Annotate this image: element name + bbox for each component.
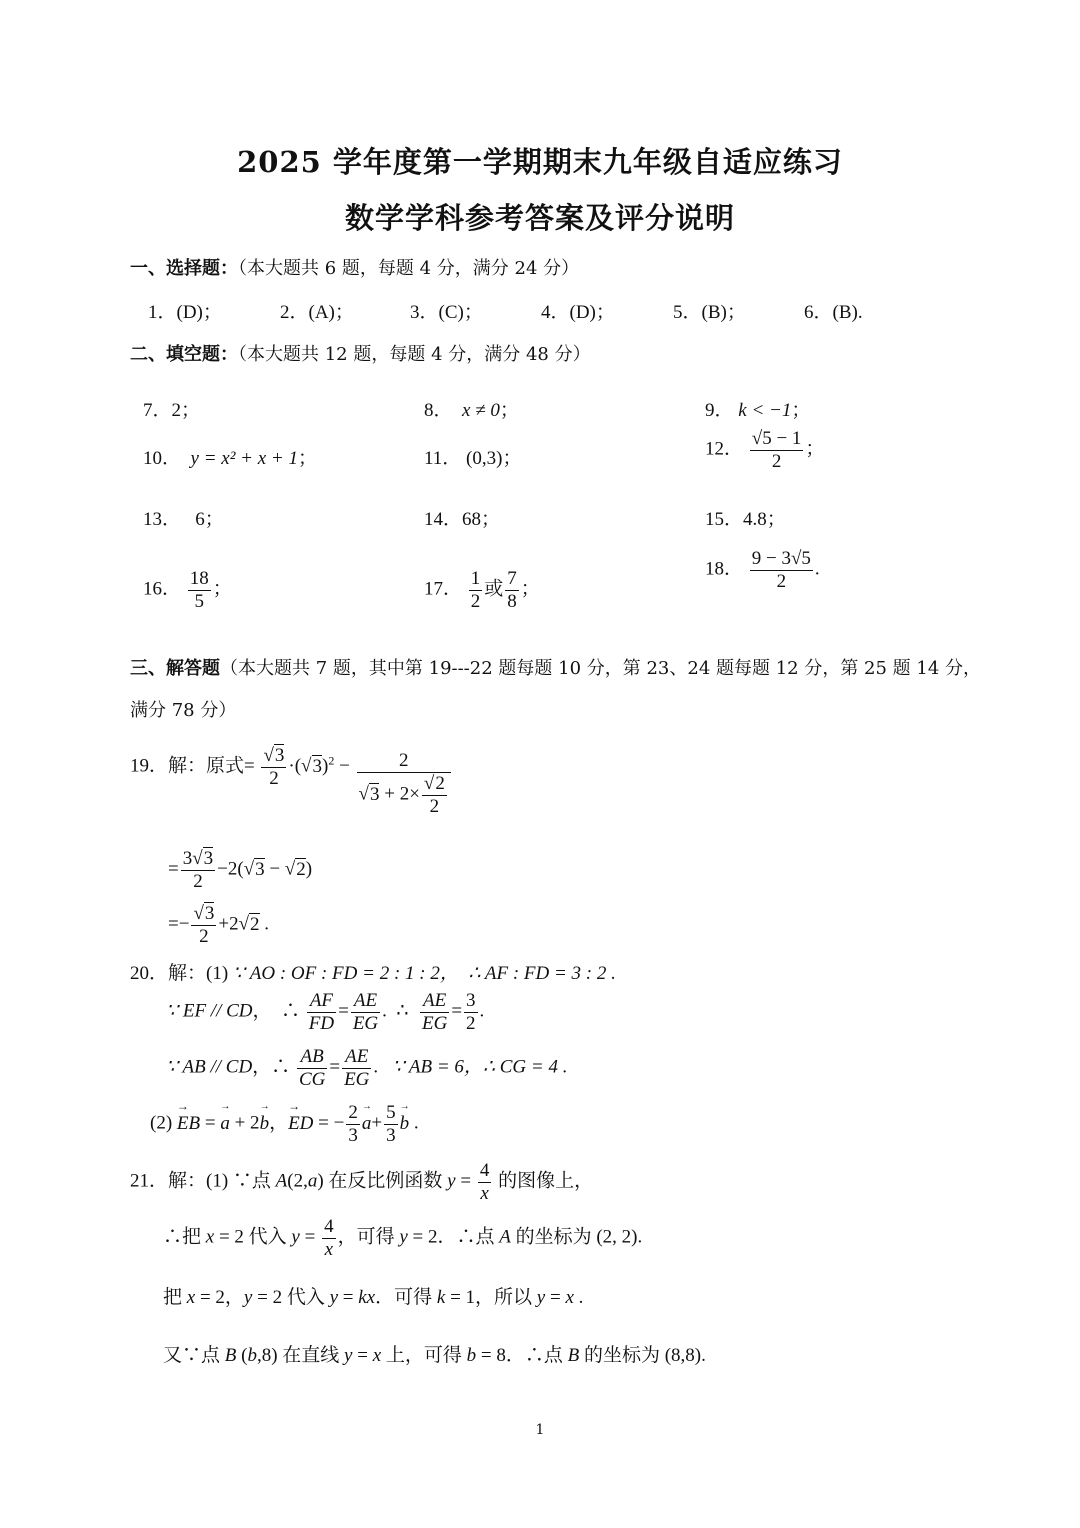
- section2-heading: [130, 340, 591, 366]
- choice-answer-3: 3．(C)；: [410, 302, 483, 323]
- section3-heading: [130, 654, 981, 680]
- q21-line1: 21．解：(1) ∵点 A(2,a) 在反比例函数 y = $\frac{4}{x}$ 的图像上，: [130, 1160, 594, 1204]
- fill-answer-12: 12． $\frac{√5 - 1}{2}$ ；: [705, 428, 825, 472]
- q20-line3: ∵ AB // CD，∴ $\frac{AB}{CG}$ = $\frac{AE}{EG}$ . ∵ AB = 6，∴ CG = 4 .: [166, 1046, 568, 1090]
- fill-answer-18: 18． $\frac{9 - 3√5}{2}$ .: [705, 548, 820, 592]
- q21-line3: 把 x = 2，y = 2 代入 y = kx．可得 k = 1，所以 y = x .: [163, 1287, 584, 1308]
- choice-answer-6: 6．(B).: [804, 302, 863, 323]
- section3-title: 三、解答题: [130, 658, 220, 679]
- section2-note: （本大题共 12 题，每题 4 分，满分 48 分）: [238, 344, 591, 365]
- q19-label: 19．解：原式=: [130, 755, 255, 777]
- section3-note2: 满分 78 分）: [130, 700, 237, 721]
- q20-line2: ∵ EF // CD， ∴ $\frac{AF}{FD}$ = $\frac{AE}{EG}$ . ∴ $\frac{AE}{EG}$ = $\frac{3}{2}$ .: [166, 990, 485, 1034]
- fill-answer-10: 10． y = x² + x + 1；: [143, 448, 317, 469]
- fill-answer-8: 8． x ≠ 0；: [424, 400, 519, 421]
- fill-answer-15: 15．4.8；: [705, 509, 786, 530]
- q21-line2: ∴把 x = 2 代入 y = $\frac{4}{x}$ ，可得 y = 2．∴点 A 的坐标为 (2, 2).: [163, 1216, 643, 1260]
- fill-answer-17: 17． $\frac{1}{2}$ 或 $\frac{7}{8}$ ；: [424, 568, 540, 612]
- section3-note: （本大题共 7 题，其中第 19---22 题每题 10 分，第 23、24 题每题 12 分，第 25 题 14 分，: [220, 658, 982, 679]
- choice-answer-2: 2．(A)；: [280, 302, 354, 323]
- fill-answer-16: 16． $\frac{18}{5}$ ；: [143, 568, 232, 612]
- q19-line2: = $\frac{3√3}{2}$ −2(√3 − √2): [168, 848, 313, 892]
- q19-line3: =− $\frac{√3}{2}$ +2√2 .: [168, 903, 270, 947]
- section2-title: 二、填空题：: [130, 344, 238, 365]
- q21-line4: 又∵点 B (b,8) 在直线 y = x 上，可得 b = 8．∴点 B 的坐标为 (8,8).: [163, 1345, 706, 1366]
- q20-line1: 20．解：(1) ∵ AO : OF : FD = 2 : 1 : 2， ∴ AF : FD = 3 : 2 .: [130, 963, 616, 984]
- q19-line1: 19．解：原式= $\frac{√3}{2}$ $\cdot(√3)^2$ − 2 √3 + 2× $\frac{√2}{2}$: [130, 745, 453, 818]
- section1-note: （本大题共 6 题，每题 4 分，满分 24 分）: [238, 258, 580, 279]
- fill-answer-9: 9． k < −1；: [705, 400, 811, 421]
- choice-answer-5: 5．(B)；: [673, 302, 746, 323]
- page-number: 1: [535, 1422, 545, 1438]
- choice-answer-4: 4．(D)；: [541, 302, 615, 323]
- fill-answer-11: 11． (0,3)；: [424, 448, 522, 469]
- section1-heading: [130, 254, 579, 280]
- page-title: 2025 学年度第一学期期末九年级自适应练习: [237, 145, 843, 179]
- page-subtitle: 数学学科参考答案及评分说明: [344, 201, 735, 235]
- fill-answer-14: 14．68；: [424, 509, 501, 530]
- section1-title: 一、选择题：: [130, 258, 238, 279]
- q20-line4: (2) → EB = → a + 2→ b，→ ED = − $\frac{2}{3}$ → a+ $\frac{5}{3}$ → b .: [150, 1102, 419, 1147]
- choice-answer-1: 1．(D)；: [148, 302, 222, 323]
- fill-answer-7: 7．2；: [143, 400, 201, 421]
- fill-answer-13: 13． 6；: [143, 509, 224, 530]
